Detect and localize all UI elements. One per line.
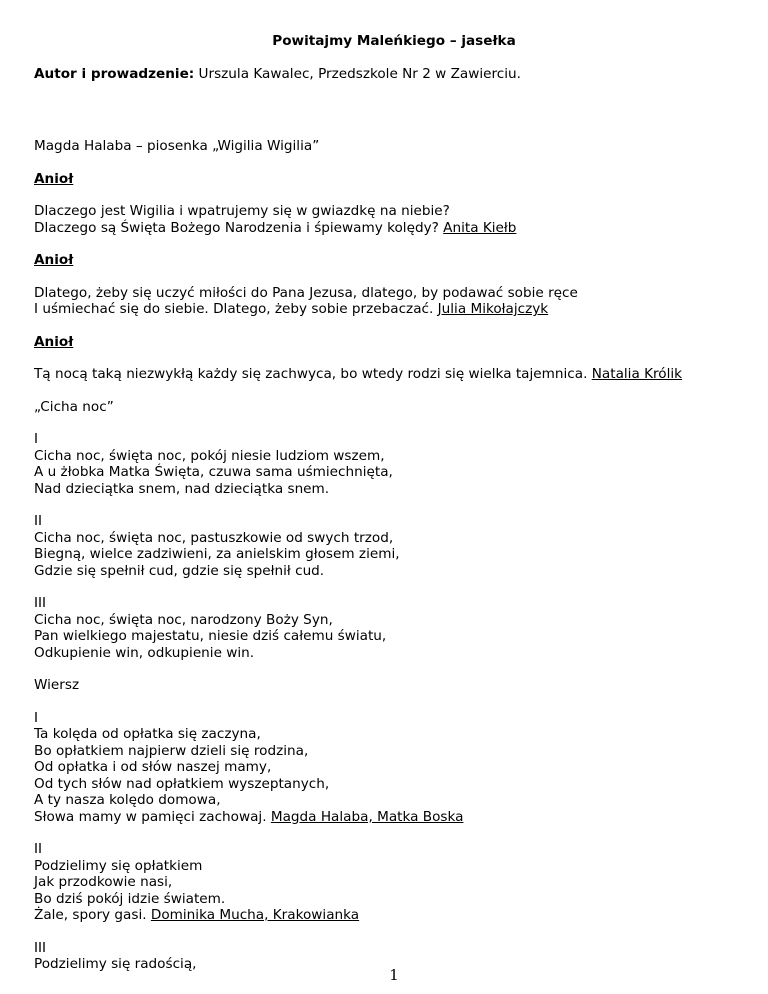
angel-speech-2-line-1: Dlatego, żeby się uczyć miłości do Pana Jezusa, dlatego, by podawać sobie ręce (34, 284, 578, 301)
angel-speech-3-line-1 (34, 366, 754, 383)
verse-line: Cicha noc, święta noc, pokój niesie ludziom wszem, (34, 447, 385, 464)
verse-number: II (34, 513, 43, 529)
carol-title: „Cicha noc” (34, 398, 114, 415)
speaker-name: Dominika Mucha, Krakowianka (150, 907, 360, 923)
verse-line: Gdzie się spełnił cud, gdzie się spełnił cud. (34, 562, 325, 579)
angel-heading-2: Anioł (34, 252, 74, 268)
stanza-line: Od opłatka i od słów naszej mamy, (34, 759, 272, 775)
poem-stanza-1 (34, 710, 754, 826)
author-line (34, 65, 521, 83)
verse-line: Odkupienie win, odkupienie win. (34, 644, 255, 661)
speaker-name: Magda Halaba, Matka Boska (270, 808, 464, 825)
verse-number: I (34, 431, 39, 447)
author-label: Autor i prowadzenie: (34, 66, 195, 82)
stanza-line: Bo opłatkiem najpierw dzieli się rodzina, (34, 742, 309, 759)
angel-speech-1-text: Dlaczego są Święta Bożego Narodzenia i śpiewamy kolędy? (34, 219, 444, 236)
stanza-number: III (34, 939, 47, 956)
speaker-name: Natalia Królik (591, 366, 683, 382)
verse-line: A u żłobka Matka Święta, czuwa sama uśmiechnięta, (34, 464, 393, 480)
angel-speech-2-line-2 (34, 301, 754, 318)
stanza-line: Ta kolęda od opłatka się zaczyna, (34, 726, 261, 742)
angel-heading-3: Anioł (34, 333, 74, 350)
poem-title: Wiersz (34, 677, 80, 693)
poem-stanza-2 (34, 841, 754, 924)
angel-heading-1: Anioł (34, 170, 74, 187)
stanza-line (34, 809, 754, 826)
stanza-line: Bo dziś pokój idzie światem. (34, 890, 226, 907)
speaker-name: Anita Kiełb (443, 219, 517, 236)
verse-line: Cicha noc, święta noc, narodzony Boży Syn, (34, 611, 333, 628)
stanza-line: Podzielimy się opłatkiem (34, 857, 203, 874)
stanza-line: A ty nasza kolędo domowa, (34, 792, 221, 808)
stanza-number: II (34, 841, 43, 857)
angel-speech-2 (34, 285, 754, 318)
angel-speech-1-line-1: Dlaczego jest Wigilia i wpatrujemy się w gwiazdkę na niebie? (34, 203, 450, 219)
verse-line: Nad dzieciątka snem, nad dzieciątka snem. (34, 480, 330, 497)
document-title: Powitajmy Maleńkiego – jasełka (272, 33, 516, 49)
stanza-line: Jak przodkowie nasi, (34, 874, 173, 890)
angel-speech-3-text: Tą nocą taką niezwykłą każdy się zachwyca, bo wtedy rodzi się wielka tajemnica. (34, 366, 592, 382)
song-line: Magda Halaba – piosenka „Wigilia Wigilia” (34, 138, 320, 154)
stanza-line: Podzielimy się radością, (34, 956, 197, 972)
carol-verse-1 (34, 431, 754, 497)
verse-number: III (34, 595, 47, 611)
angel-speech-1 (34, 203, 754, 236)
verse-line: Pan wielkiego majestatu, niesie dziś całemu światu, (34, 628, 387, 644)
carol-verse-2 (34, 513, 754, 579)
speaker-name: Julia Mikołajczyk (437, 301, 549, 317)
angel-speech-1-line-2 (34, 220, 754, 237)
stanza-line-text: Słowa mamy w pamięci zachowaj. (34, 808, 271, 825)
carol-verse-3 (34, 595, 754, 661)
stanza-line: Od tych słów nad opłatkiem wyszeptanych, (34, 775, 330, 792)
verse-line: Cicha noc, święta noc, pastuszkowie od swych trzod, (34, 529, 394, 546)
document-body (34, 138, 754, 989)
document-page (34, 0, 754, 994)
author-text: Urszula Kawalec, Przedszkole Nr 2 w Zawierciu. (194, 66, 521, 82)
stanza-number: I (34, 709, 39, 726)
angel-speech-3 (34, 366, 754, 383)
page-number: 1 (389, 966, 399, 984)
angel-speech-2-text: I uśmiechać się do siebie. Dlatego, żeby sobie przebaczać. (34, 301, 438, 317)
stanza-line-text: Żale, spory gasi. (34, 907, 151, 923)
verse-line: Biegną, wielce zadziwieni, za anielskim głosem ziemi, (34, 546, 400, 562)
stanza-line (34, 907, 754, 924)
